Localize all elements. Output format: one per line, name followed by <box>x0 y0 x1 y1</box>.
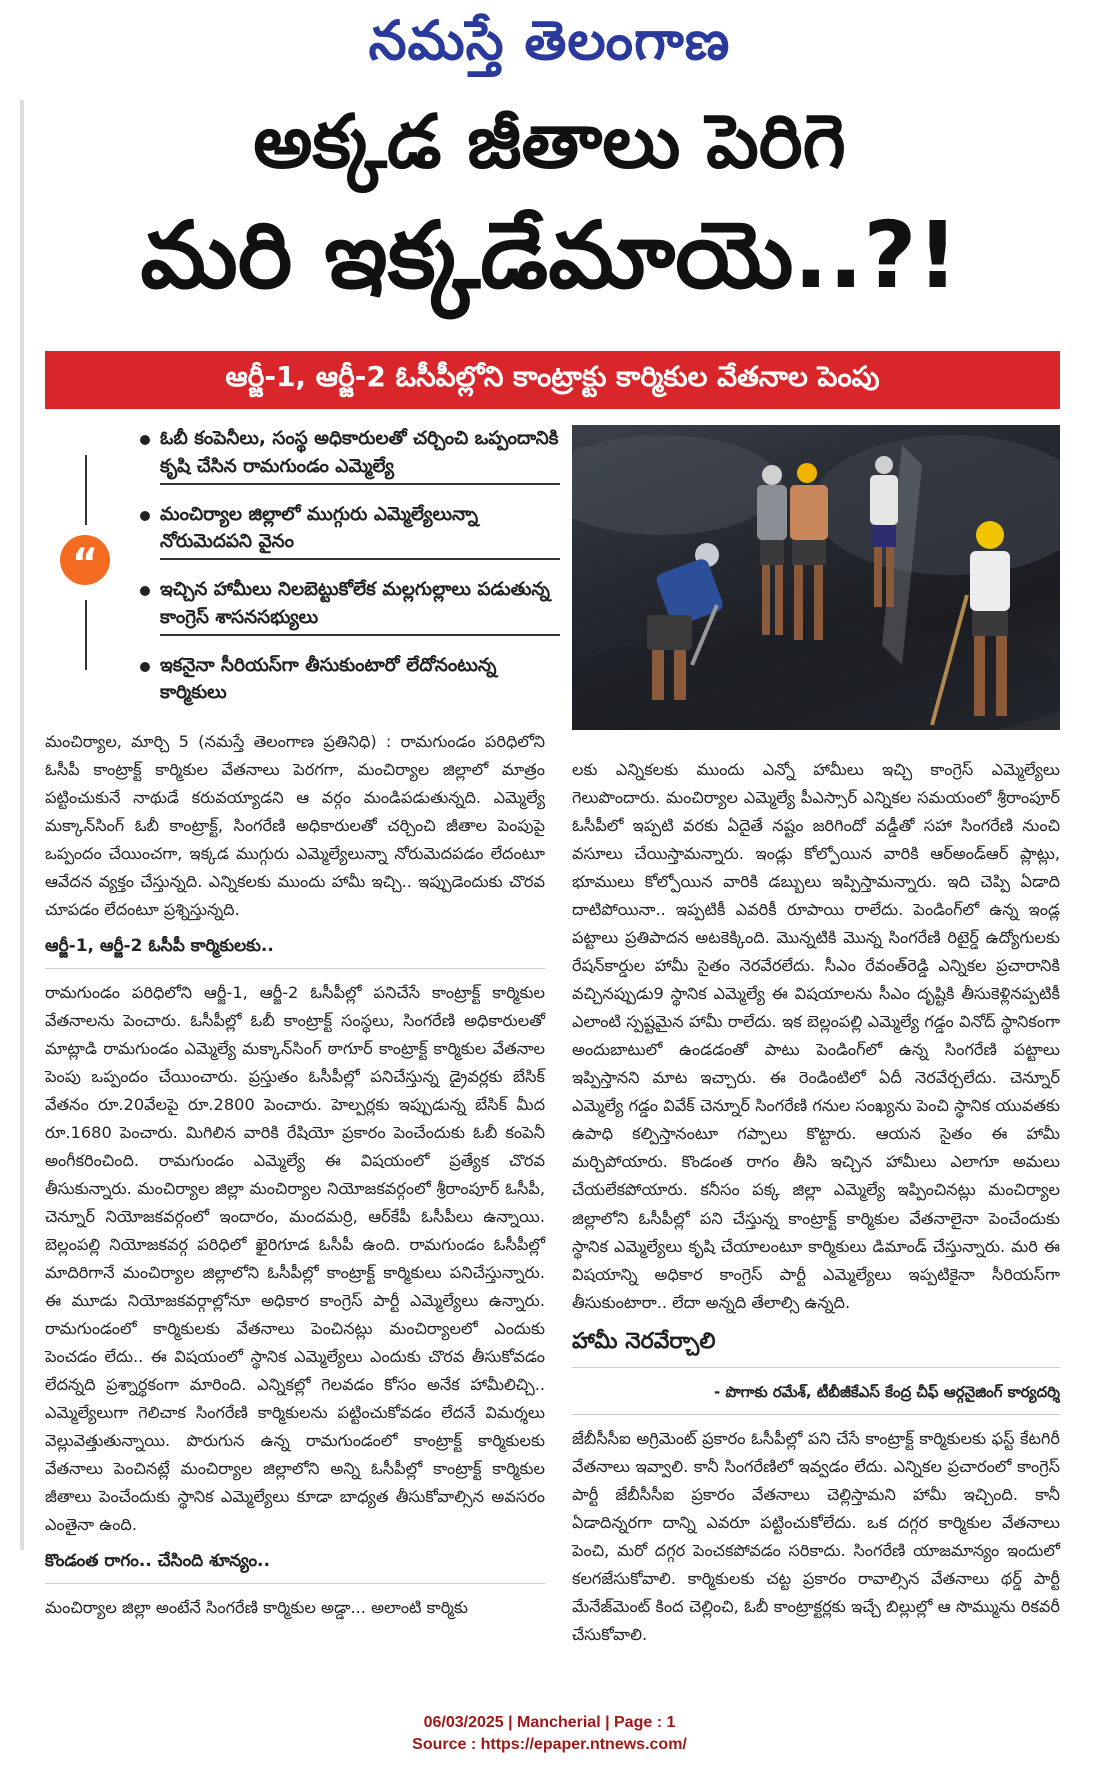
subheadline-text: ఆర్జీ-1, ఆర్జీ-2 ఓసీపీల్లోని కాంట్రాక్టు కార్మికుల వేతనాల పెంపు <box>225 360 880 393</box>
highlight-text: మంచిర్యాల జిల్లాలో ముగ్గురు ఎమ్మెల్యేలున్నా నోరుమెదపని వైనం <box>160 501 560 561</box>
highlights-list <box>140 425 560 725</box>
article-paragraph: జేబీసీసీఐ అగ్రిమెంట్ ప్రకారం ఓసీపీల్లో పని చేసే కాంట్రాక్ట్ కార్మికులకు ఫస్ట్ కేటగిరీ వేతనాలు ఇవ్వాలి. కానీ సింగరేణిలో ఇవ్వడం లేదు. ఎన్నికల ప్రచారంలో కాంగ్రెస్ పార్టీ జేబీసీసీఐ ప్రకారం వేతనాలు చెల్లిస్తామని హామీ ఇచ్చింది. కానీ ఏడాదిన్నరగా దాన్ని ఎవరూ పట్టించుకోలేదు. ఒక దగ్గర కార్మికుల వేతనాలు పెంచి, మరో దగ్గర పెంచకపోవడం సరికాదు. సింగరేణి యాజమాన్యం ఇందులో కలగజేసుకోవాలి. కార్మికులకు చట్ట ప్రకారం రావాల్సిన వేతనాలు థర్డ్ పార్టీ మేనేజ్‌మెంట్ కింద చెల్లించి, ఓబీ కాంట్రాక్టర్లకు ఇచ్చే బిల్లుల్లో ఆ సొమ్మును రికవరీ చేసుకోవాలి. <box>572 1428 1060 1644</box>
highlight-item <box>140 425 560 485</box>
section-subhead: కొండంత రాగం.. చేసింది శూన్యం.. <box>45 1547 545 1583</box>
masthead-logo: నమస్తే తెలంగాణ <box>368 8 731 72</box>
footer-date-line: 06/03/2025 | Mancherial | Page : 1 <box>423 1714 676 1731</box>
headline-line1: అక్కడ జీతాలు పెరిగె <box>253 99 846 185</box>
left-article-column <box>45 728 545 1628</box>
bullet-dot <box>140 586 150 596</box>
bullet-dot <box>140 435 150 445</box>
quote-rule-bottom <box>85 600 87 670</box>
quote-attribution: - పొగాకు రమేశ్, టీబీజీకేఎస్ కేంద్ర చీఫ్ ఆర్గనైజింగ్ కార్యదర్శి <box>572 1380 1060 1415</box>
bullet-dot <box>140 662 150 672</box>
page-footer <box>0 1712 1099 1757</box>
footer-source-line[interactable]: Source : https://epaper.ntnews.com/ <box>412 1736 687 1754</box>
left-margin-rule <box>20 100 24 1550</box>
quote-rule-top <box>85 455 87 525</box>
miner-figure <box>790 463 828 640</box>
miners-photo <box>572 425 1060 730</box>
subheadline-banner <box>45 351 1060 409</box>
quote-icon: “ <box>60 535 110 585</box>
highlight-text: ఓబీ కంపెనీలు, సంస్థ అధికారులతో చర్చించి ఒప్పందానికి కృషి చేసిన రామగుండం ఎమ్మెల్యే <box>160 425 560 485</box>
section-subhead: హామీ నెరవేర్చాలి <box>572 1323 1060 1368</box>
bullet-dot <box>140 511 150 521</box>
highlight-item <box>140 501 560 561</box>
article-paragraph: మంచిర్యాల జిల్లా అంటేనే సింగరేణి కార్మికుల అడ్డా... అలాంటి కార్మికు <box>45 1597 468 1617</box>
article-intro: మంచిర్యాల, మార్చి 5 (నమస్తే తెలంగాణ ప్రతినిధి) : రామగుండం పరిధిలోని ఓసీపీ కాంట్రాక్ట్ కార్మికుల వేతనాలు పెరగగా, మంచిర్యాల జిల్లాలో మాత్రం పట్టించుకునే నాథుడే కరువయ్యాడని ఆ వర్గం మండిపడుతున్నది. ఎమ్మెల్యే మక్కాన్‌సింగ్ ఓబీ కాంట్రాక్ట్, సింగరేణి అధికారులతో చర్చించి జీతాల పెంపుపై ఒప్పందం చేయించగా, ఇక్కడ ముగ్గురు ఎమ్మెల్యేలున్నా నోరుమెదపడం లేదంటూ ఆవేదన వ్యక్తం చేస్తున్నది. ఎన్నికలకు ముందు హామీ ఇచ్చి.. ఇప్పుడెందుకు చొరవ చూపడం లేదంటూ ప్రశ్నిస్తున్నది. <box>45 732 545 920</box>
highlight-item <box>140 576 560 636</box>
highlight-item <box>140 652 560 710</box>
article-paragraph: లకు ఎన్నికలకు ముందు ఎన్నో హామీలు ఇచ్చి కాంగ్రెస్ ఎమ్మెల్యేలు గెలుపొందారు. మంచిర్యాల ఎమ్మెల్యే పీఎస్సార్ ఎన్నికల సమయంలో శ్రీరాంపూర్ ఓసీపీలో ఇప్పటి వరకు ఏదైతే నష్టం జరిగిందో వడ్డీతో సహా సింగరేణి నుంచి వసూలు చేయిస్తామన్నారు. ఇండ్లు కోల్పోయిన వారికి ఆర్‌అండ్‌ఆర్ ప్లాట్లు, భూములు కోల్పోయిన వారికి డబ్బులు ఇప్పిస్తామన్నారు. ఇది చెప్పి ఏడాది దాటిపోయినా.. ఇప్పటికీ ఎవరికీ రూపాయి రాలేదు. పెండింగ్‌లో ఉన్న ఇండ్ల పట్టాలు ప్రతిపాదన అటకెక్కింది. మొన్నటికి మొన్న సింగరేణి రిటైర్డ్ ఉద్యోగులకు రేషన్‌కార్డుల హామీ సైతం నెరవేరలేదు. సీఎం రేవంత్‌రెడ్డి ఎన్నికల ప్రచారానికి వచ్చినప్పుడు9 స్థానిక ఎమ్మెల్యే ఈ విషయాలను సీఎం దృష్టికి తీసుకెళ్లినప్పటికీ ఎలాంటి స్పష్టమైన హామీ రాలేదు. ఇక బెల్లంపల్లి ఎమ్మెల్యే గడ్డం వినోద్ స్థానికంగా అందుబాటులో ఉండడంతో పాటు పెండింగ్‌లో ఉన్న సింగరేణి పట్టాలు ఇప్పిస్తానని మాట ఇచ్చారు. ఈ రెండింటిలో ఏదీ నెరవేర్చలేదు. చెన్నూర్ ఎమ్మెల్యే గడ్డం వివేక్ చెన్నూర్ సింగరేణి గనుల సంఖ్యను పెంచి స్థానిక యువతకు ఉపాధి కల్పిస్తానంటూ గప్పాలు కొట్టారు. ఆయన సైతం ఈ హామీ మర్చిపోయారు. కొండంత రాగం తీసి ఇచ్చిన హామీలు ఎలాగూ అమలు చేయలేకపోయారు. కనీసం పక్క జిల్లా ఎమ్మెల్యే ఇప్పించినట్లు మంచిర్యాల జిల్లాలోని ఓసీపీల్లో పని చేస్తున్న కాంట్రాక్ట్ కార్మికుల వేతనాలైనా పెంచేందుకు స్థానిక ఎమ్మెల్యేలు కృషి చేయాలంటూ కార్మికులు డిమాండ్ చేస్తున్నారు. మరి ఈ విషయాన్ని అధికార కాంగ్రెస్ పార్టీ ఎమ్మెల్యేలు ఇప్పటికైనా సీరియస్‌గా తీసుకుంటారా.. లేదా అన్నది తేలాల్సి ఉన్నది. <box>572 760 1060 1312</box>
miner-figure <box>757 465 787 635</box>
headline-line2: మరి ఇక్కడేమాయె..?! <box>140 202 959 309</box>
section-subhead: ఆర్జీ-1, ఆర్జీ-2 ఓసీపీ కార్మికులకు.. <box>45 932 545 968</box>
miners-illustration <box>572 425 1060 730</box>
highlight-text: ఇచ్చిన హామీలు నిలబెట్టుకోలేక మల్లగుల్లాలు పడుతున్న కాంగ్రెస్ శాసనసభ్యులు <box>160 576 560 636</box>
highlight-text: ఇకనైనా సీరియస్‌గా తీసుకుంటారో లేదోనంటున్న కార్మికులు <box>160 654 497 704</box>
right-article-column <box>572 756 1060 1655</box>
article-paragraph: రామగుండం పరిధిలోని ఆర్జీ-1, ఆర్జీ-2 ఓసీపీల్లో పనిచేసే కాంట్రాక్ట్ కార్మికుల వేతనాలను పెంచారు. ఓసీపీల్లో ఓబీ కాంట్రాక్ట్ సంస్థలు, సింగరేణి అధికారులతో మాట్లాడి రామగుండం ఎమ్మెల్యే మక్కాన్‌సింగ్ ఠాగూర్ కాంట్రాక్ట్ కార్మికుల వేతనాల పెంపు ఒప్పందం చేయించారు. ప్రస్తుతం ఓసీపీల్లో పనిచేస్తున్న డ్రైవర్లకు బేసిక్ వేతనం రూ.20వేలపై రూ.2800 పెంచారు. హెల్పర్లకు ఇప్పుడున్న బేసిక్ మీద రూ.1680 పెంచారు. మిగిలిన వారికి రేషియో ప్రకారం పెంచేందుకు ఓబీ కంపెనీ అంగీకరించింది. రామగుండం ఎమ్మెల్యే ఈ విషయంలో ప్రత్యేక చొరవ తీసుకున్నారు. మంచిర్యాల జిల్లా మంచిర్యాల నియోజకవర్గంలో శ్రీరాంపూర్ ఓసీపీ, చెన్నూర్ నియోజకవర్గంలో ఇందారం, మందమర్రి, ఆర్‌కేపీ ఓసీపీలు ఉన్నాయి. బెల్లంపల్లి నియోజకవర్గ పరిధిలో ఖైరిగూడ ఓసీపీ ఉంది. రామగుండం ఓసీపీల్లో మాదిరిగానే మంచిర్యాల జిల్లాలోని ఓసీపీల్లో కాంట్రాక్ట్ కార్మికులు పనిచేస్తున్నారు. ఈ మూడు నియోజకవర్గాల్లోనూ అధికార కాంగ్రెస్ పార్టీ ఎమ్మెల్యేలు ఉన్నారు. రామగుండంలో కార్మికులకు వేతనాలు పెంచినట్లు మంచిర్యాలలో ఎందుకు పెంచడం లేదు.. ఈ విషయంలో స్థానిక ఎమ్మెల్యేలు ఎందుకు చొరవ తీసుకోవడం లేదన్నది ప్రశ్నార్థకంగా మారింది. ఎన్నికల్లో గెలవడం కోసం అనేక హామీలిచ్చి.. ఎమ్మెల్యేలుగా గెలిచాక సింగరేణి కార్మికులను పట్టించుకోవడం లేదనే విమర్శలు వెల్లువెత్తుతున్నాయి. పొరుగున ఉన్న రామగుండంలో కాంట్రాక్ట్ కార్మికులకు వేతనాలు పెంచినట్లే మంచిర్యాల జిల్లాలోని అన్ని ఓసీపీల్లో కాంట్రాక్ట్ కార్మికుల జీతాలు పెంచేందుకు స్థానిక ఎమ్మెల్యేలు కూడా బాధ్యత తీసుకోవాల్సిన అవసరం ఎంతైనా ఉంది. <box>45 982 545 1535</box>
miner-figure <box>870 456 898 607</box>
